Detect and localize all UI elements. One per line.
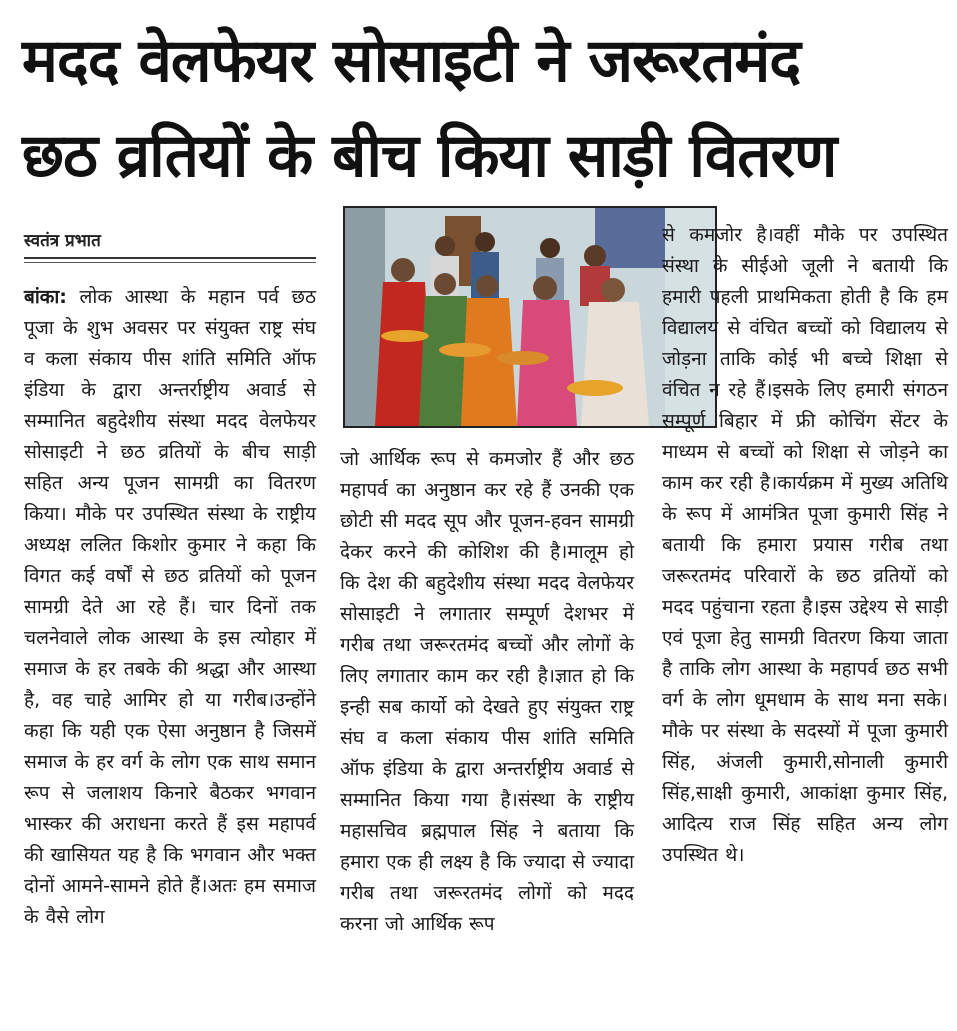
- headline: [22, 14, 942, 204]
- article-column-1: [24, 282, 316, 933]
- photo-illustration: [345, 208, 715, 426]
- headline-line-2: छठ व्रतियों के बीच किया साड़ी वितरण: [22, 121, 837, 191]
- headline-line-1: मदद वेलफेयर सोसाइटी ने जरूरतमंद: [22, 26, 801, 96]
- byline-rule: [24, 262, 316, 263]
- article-photo: [343, 206, 717, 428]
- article-column-2: [340, 444, 634, 940]
- dateline-place: बांका:: [24, 286, 67, 308]
- article-column-3: [662, 220, 948, 871]
- byline: स्वतंत्र प्रभात: [24, 228, 316, 259]
- column-3-text: से कमजोर है।वहीं मौके पर उपस्थित संस्था के सीईओ जूली ने बतायी कि हमारी पहली प्राथमिकता होती है कि हम विद्यालय से वंचित बच्चों को विद्यालय से जोड़ना ताकि कोई भी बच्चे शिक्षा से वंचित न रहे हैं।इसके लिए हमारी संगठन सम्पूर्ण बिहार में फ्री कोचिंग सेंटर के माध्यम से बच्चों को शिक्षा से जोड़ने का काम कर रही है।कार्यक्रम में मुख्य अतिथि के रूप में आमंत्रित पूजा कुमारी सिंह ने बतायी कि हमारा प्रयास गरीब तथा जरूरतमंद परिवारों के छठ व्रतियों को मदद पहुंचाना रहता है।इस उद्देश्य से साड़ी एवं पूजा हेतु सामग्री वितरण किया जाता है ताकि लोग आस्था के महापर्व छठ सभी वर्ग के लोग धूमधाम के साथ मना सके।मौके पर संस्था के सदस्यों में पूजा कुमारी सिंह, अंजली कुमारी,सोनाली कुमारी सिंह,साक्षी कुमारी, आकांक्षा कुमार सिंह, आदित्य राज सिंह सहित अन्य लोग उपस्थित थे।: [662, 224, 948, 866]
- column-1-text: लोक आस्था के महान पर्व छठ पूजा के शुभ अवसर पर संयुक्त राष्ट्र संघ व कला संकाय पीस शांति समिति ऑफ इंडिया के द्वारा अन्तर्राष्ट्रीय अवार्ड से सम्मानित बहुदेशीय संस्था मदद वेलफेयर सोसाइटी ने छठ व्रतियों के बीच साड़ी सहित अन्य पूजन सामग्री का वितरण किया। मौके पर उपस्थित संस्था के राष्ट्रीय अध्यक्ष ललित किशोर कुमार ने कहा कि विगत कई वर्षों से छठ व्रतियों को पूजन सामग्री देते आ रहे हैं। चार दिनों तक चलनेवाले लोक आस्था के इस त्योहार में समाज के हर तबके की श्रद्धा और आस्था है, वह चाहे आमिर हो या गरीब।उन्होंने कहा कि यही एक ऐसा अनुष्ठान है जिसमें समाज के हर वर्ग के लोग एक साथ समान रूप से जलाशय किनारे बैठकर भगवान भास्कर की अराधना करते हैं इस महापर्व की खासियत यह है कि भगवान और भक्त दोनों आमने-सामने होते हैं।अतः हम समाज के वैसे लोग: [24, 286, 316, 928]
- column-2-text: जो आर्थिक रूप से कमजोर हैं और छठ महापर्व का अनुष्ठान कर रहे हैं उनकी एक छोटी सी मदद सूप और पूजन-हवन सामग्री देकर करने की कोशिश की है।मालूम हो कि देश की बहुदेशीय संस्था मदद वेलफेयर सोसाइटी ने लगातार सम्पूर्ण देशभर में गरीब तथा जरूरतमंद बच्चों और लोगों के लिए लगातार काम कर रही है।ज्ञात हो कि इन्ही सब कार्यो को देखते हुए संयुक्त राष्ट्र संघ व कला संकाय पीस शांति समिति ऑफ इंडिया के द्वारा अन्तर्राष्ट्रीय अवार्ड से सम्मानित किया गया है।संस्था के राष्ट्रीय महासचिव ब्रह्मपाल सिंह ने बताया कि हमारा एक ही लक्ष्य है कि ज्यादा से ज्यादा गरीब तथा जरूरतमंद लोगों को मदद करना जो आर्थिक रूप: [340, 448, 634, 935]
